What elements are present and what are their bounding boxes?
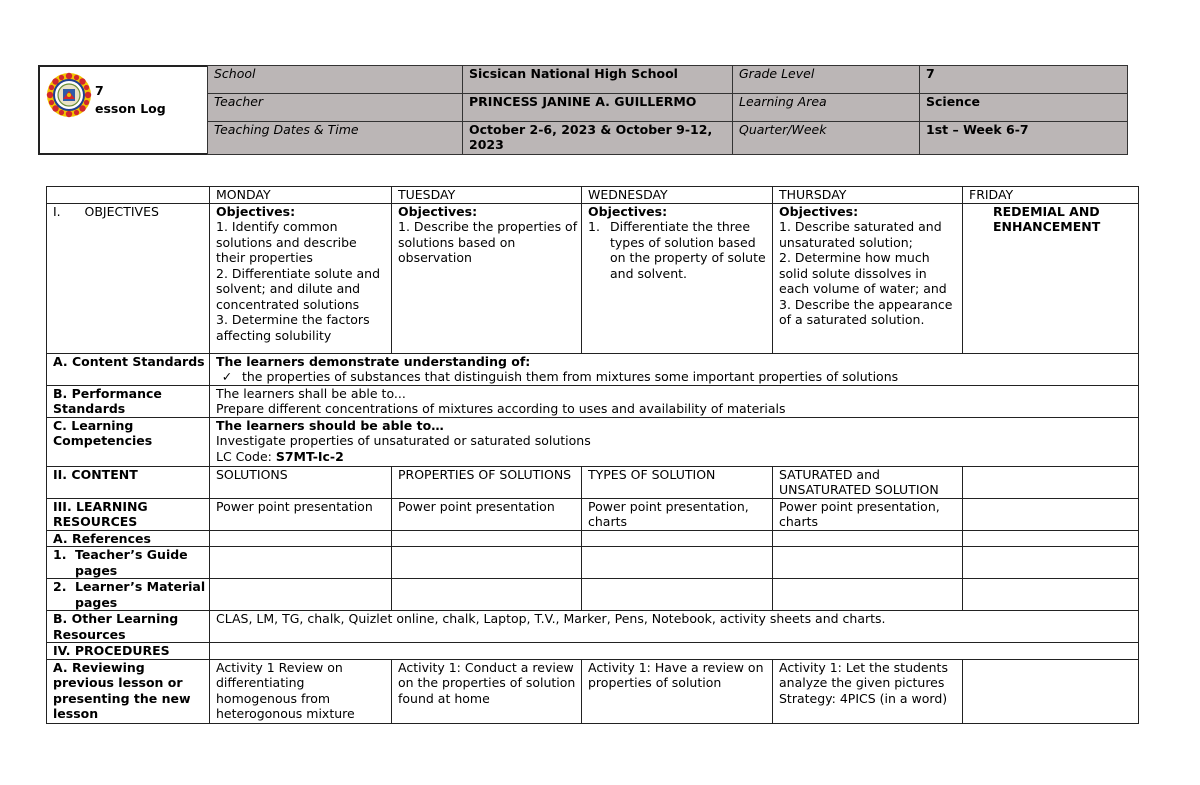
school-value: Sicsican National High School xyxy=(462,65,733,94)
learning-area-label: Learning Area xyxy=(732,93,920,122)
empty-cell xyxy=(773,547,963,579)
objectives-heading: Objectives: xyxy=(588,203,668,219)
teacher-label: Teacher xyxy=(207,93,463,122)
quarter-week-label: Quarter/Week xyxy=(732,121,920,155)
document-title: esson Log xyxy=(95,101,166,116)
day-thursday: THURSDAY xyxy=(773,187,963,204)
competencies-heading: The learners should be able to… xyxy=(216,417,444,433)
learners-material-row xyxy=(47,579,1139,611)
objective-item: 2. Differentiate solute and solvent; and dilute and concentrated solutions xyxy=(216,265,381,312)
content-standards-row xyxy=(47,353,1139,385)
content-thursday: SATURATED and UNSATURATED SOLUTION xyxy=(773,466,963,498)
corner-cell xyxy=(47,187,210,204)
empty-cell xyxy=(210,530,392,547)
grade-level-value: 7 xyxy=(919,65,1128,94)
performance-standards-value xyxy=(210,385,1139,417)
day-friday: FRIDAY xyxy=(963,187,1139,204)
resources-tuesday: Power point presentation xyxy=(392,498,582,530)
content-wednesday: TYPES OF SOLUTION xyxy=(582,466,773,498)
learning-resources-label: III. LEARNING RESOURCES xyxy=(47,498,210,530)
learning-area-value: Science xyxy=(919,93,1128,122)
content-friday xyxy=(963,466,1139,498)
objective-number: 1. xyxy=(588,219,600,234)
empty-cell xyxy=(210,579,392,611)
content-monday: SOLUTIONS xyxy=(210,466,392,498)
day-wednesday: WEDNESDAY xyxy=(582,187,773,204)
objective-item: 3. Describe the appearance of a saturated solution. xyxy=(779,296,953,327)
objectives-tuesday xyxy=(392,203,582,353)
day-tuesday: TUESDAY xyxy=(392,187,582,204)
empty-cell xyxy=(773,579,963,611)
objectives-thursday xyxy=(773,203,963,353)
resources-monday: Power point presentation xyxy=(210,498,392,530)
teacher-value: PRINCESS JANINE A. GUILLERMO xyxy=(462,93,733,122)
checkmark-icon: ✓ xyxy=(221,369,233,384)
objectives-heading: Objectives: xyxy=(398,203,478,219)
quarter-week-value: 1st – Week 6-7 xyxy=(919,121,1128,155)
procedures-row xyxy=(47,643,1139,660)
day-monday: MONDAY xyxy=(210,187,392,204)
empty-cell xyxy=(392,547,582,579)
learning-resources-row xyxy=(47,498,1139,530)
empty-cell xyxy=(582,579,773,611)
reviewing-label: A. Reviewing previous lesson or presenting the new lesson xyxy=(47,659,210,723)
learners-material-label xyxy=(47,579,210,611)
reviewing-wednesday: Activity 1: Have a review on properties of solution xyxy=(582,659,773,723)
lc-code-line xyxy=(216,449,1135,465)
objectives-wednesday xyxy=(582,203,773,353)
teachers-guide-label xyxy=(47,547,210,579)
reviewing-friday xyxy=(963,659,1139,723)
reviewing-thursday: Activity 1: Let the students analyze the given pictures Strategy: 4PICS (in a word) xyxy=(773,659,963,723)
grade-level-label: Grade Level xyxy=(732,65,920,94)
empty-cell xyxy=(210,547,392,579)
other-resources-value: CLAS, LM, TG, chalk, Quizlet online, chalk, Laptop, T.V., Marker, Pens, Notebook, activity sheets and charts. xyxy=(210,611,1139,643)
objectives-heading: Objectives: xyxy=(779,203,859,219)
days-header-row xyxy=(47,187,1139,204)
item-number: 2. xyxy=(53,579,67,594)
empty-cell xyxy=(773,530,963,547)
empty-cell xyxy=(963,547,1139,579)
objectives-label xyxy=(47,203,210,353)
learners-material-text: Learner’s Material pages xyxy=(75,579,206,610)
content-standards-heading: The learners demonstrate understanding of: xyxy=(216,353,531,369)
performance-standards-label: B. Performance Standards xyxy=(47,385,210,417)
resources-thursday: Power point presentation, charts xyxy=(773,498,963,530)
reviewing-row xyxy=(47,659,1139,723)
competencies-line: Investigate properties of unsaturated or saturated solutions xyxy=(216,433,591,448)
resources-wednesday: Power point presentation, charts xyxy=(582,498,773,530)
other-resources-row xyxy=(47,611,1139,643)
performance-standards-line: Prepare different concentrations of mixtures according to uses and availability of materials xyxy=(216,401,786,416)
objectives-friday xyxy=(963,203,1139,353)
item-number: 1. xyxy=(53,547,67,562)
teachers-guide-row xyxy=(47,547,1139,579)
teaching-dates-label: Teaching Dates & Time xyxy=(207,121,463,155)
objective-text: Differentiate the three types of solution based on the property of solute and solvent. xyxy=(610,219,766,281)
content-standards-item xyxy=(216,369,1135,385)
competencies-value xyxy=(210,417,1139,466)
content-label: II. CONTENT xyxy=(47,466,210,498)
references-label: A. References xyxy=(47,530,210,547)
objectives-heading: Objectives: xyxy=(216,203,296,219)
reviewing-monday: Activity 1 Review on differentiating homogenous from heterogonous mixture xyxy=(210,659,392,723)
empty-cell xyxy=(582,547,773,579)
procedures-label: IV. PROCEDURES xyxy=(47,643,210,660)
competencies-row xyxy=(47,417,1139,466)
empty-cell xyxy=(392,579,582,611)
school-label: School xyxy=(207,65,463,94)
teachers-guide-text: Teacher’s Guide pages xyxy=(75,547,188,578)
references-row xyxy=(47,530,1139,547)
remedial-enhancement: REDEMIAL AND ENHANCEMENT xyxy=(993,203,1101,234)
procedures-span xyxy=(210,643,1139,660)
lc-code-label: LC Code: xyxy=(216,448,276,464)
empty-cell xyxy=(963,530,1139,547)
objective-item: 1. Describe the properties of solutions based on observation xyxy=(398,219,578,265)
objectives-label-text: I. OBJECTIVES xyxy=(53,203,159,219)
reviewing-tuesday: Activity 1: Conduct a review on the properties of solution found at home xyxy=(392,659,582,723)
lesson-plan-table xyxy=(46,186,1139,724)
content-standards-text: the properties of substances that distinguish them from mixtures some important properties of solutions xyxy=(241,369,899,384)
content-row xyxy=(47,466,1139,498)
performance-standards-row xyxy=(47,385,1139,417)
objective-item: 1. Describe saturated and unsaturated solution; xyxy=(779,219,942,250)
performance-standards-line: The learners shall be able to... xyxy=(216,385,406,401)
content-tuesday: PROPERTIES OF SOLUTIONS xyxy=(392,466,582,498)
content-standards-label: A. Content Standards xyxy=(47,353,210,385)
objectives-row xyxy=(47,203,1139,353)
objective-item: 1. Identify common solutions and describe their properties xyxy=(216,219,357,265)
empty-cell xyxy=(582,530,773,547)
grade-number: 7 xyxy=(95,83,104,98)
objectives-monday xyxy=(210,203,392,353)
objective-item: 2. Determine how much solid solute dissolves in each volume of water; and xyxy=(779,250,947,296)
competencies-label: C. Learning Competencies xyxy=(47,417,210,466)
other-resources-label: B. Other Learning Resources xyxy=(47,611,210,643)
teaching-dates-value: October 2-6, 2023 & October 9-12, 2023 xyxy=(462,121,733,155)
content-standards-value xyxy=(210,353,1139,385)
lc-code-value: S7MT-Ic-2 xyxy=(275,448,344,464)
school-seal-logo xyxy=(46,72,92,118)
empty-cell xyxy=(963,579,1139,611)
objective-item: 3. Determine the factors affecting solubility xyxy=(216,312,370,343)
empty-cell xyxy=(392,530,582,547)
objective-item xyxy=(588,219,769,281)
resources-friday xyxy=(963,498,1139,530)
